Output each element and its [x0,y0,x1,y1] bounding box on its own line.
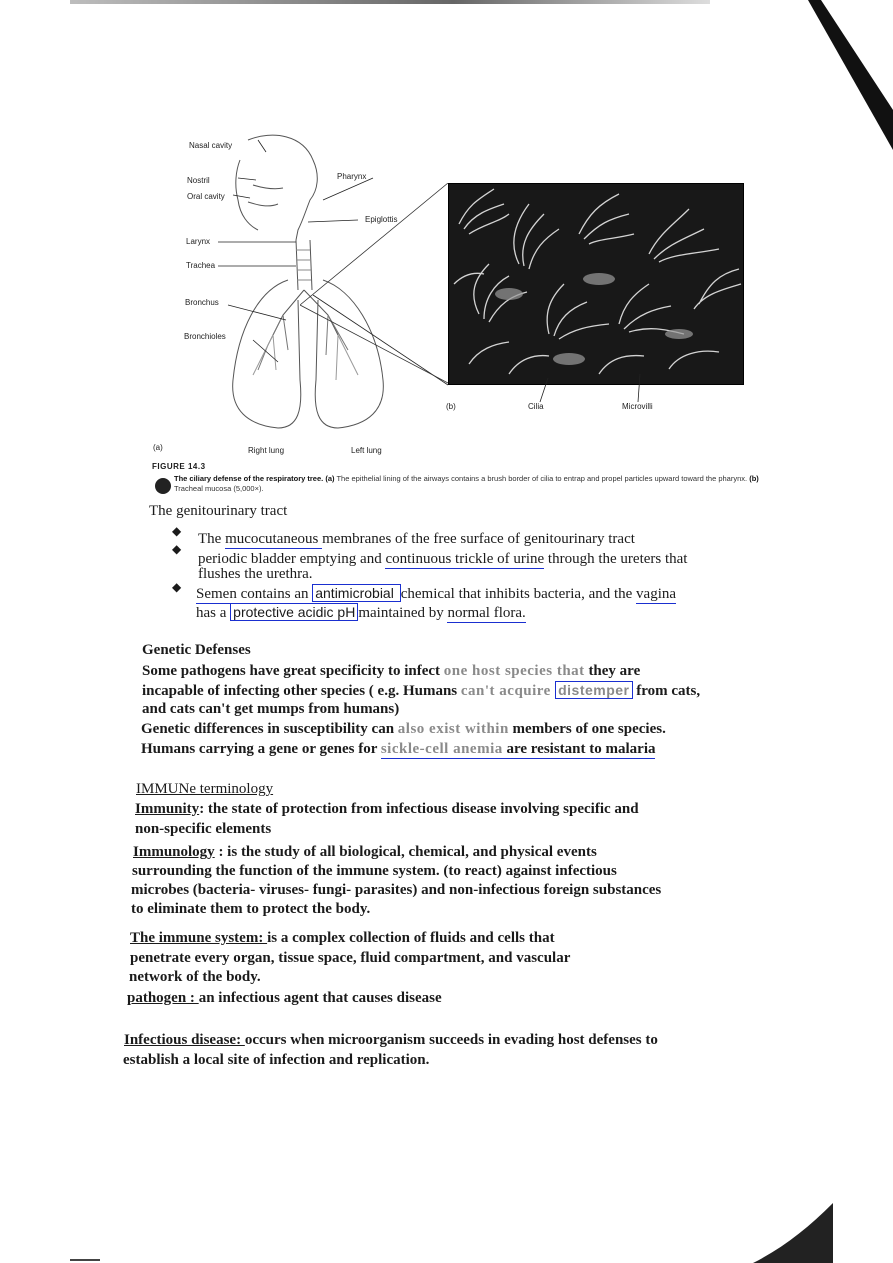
term-immunity: Immunity [135,801,200,817]
genetic-line-2: incapable of infecting other species ( e.g. Humans can't acquire distemper from cats, [142,682,701,699]
term-infectious-disease: Infectious disease: [124,1032,245,1048]
caption-b-label: (b) [749,474,759,483]
genitourinary-bullet-2-cont: flushes the urethra. [198,566,313,582]
scan-corner-bottom-right [753,1203,833,1263]
figure-caption [174,474,764,494]
micrograph-leader-lines [530,370,660,404]
genetic-line-4: Genetic differences in susceptibility can also exist within members of one species. [141,721,666,737]
immunology-definition-3: microbes (bacteria- viruses- fungi- parasites) and non-infectious foreign substances [131,882,662,898]
label-pharynx: Pharynx [337,172,367,181]
zoom-leader-lines [300,183,460,393]
caption-a: The epithelial lining of the airways contains a brush border of cilia to entrap and propel particles upward toward the pharynx. [336,474,748,483]
immunity-definition: Immunity: the state of protection from infectious disease involving specific and [135,801,639,817]
infectious-disease-definition: Infectious disease: occurs when microorganism succeeds in evading host defenses to [124,1032,658,1048]
term-continuous-trickle: continuous trickle of urine [385,551,545,567]
immune-terminology-heading: IMMUNe terminology [136,781,274,797]
immunology-definition-4: to eliminate them to protect the body. [131,901,371,917]
caption-a-label: (a) [325,474,335,483]
immunology-definition: Immunology : is the study of all biological, chemical, and physical events [133,844,597,860]
term-immune-system: The immune system: [130,930,268,946]
bullet-icon: ◆ [172,542,182,556]
immunity-definition-cont: non-specific elements [135,821,272,837]
label-cilia: Cilia [528,402,544,411]
scan-edge-bottom [70,1259,100,1261]
term-mucocutaneous: mucocutaneous [225,531,323,547]
figure-number: FIGURE 14.3 [152,462,206,471]
scan-edge-top [70,0,710,4]
label-left-lung: Left lung [351,446,382,455]
infectious-disease-definition-2: establish a local site of infection and replication. [123,1052,430,1068]
figure-caption-icon [155,478,171,494]
bullet-icon: ◆ [172,580,182,594]
term-sickle-cell: sickle-cell anemia are resistant to malaria [380,741,656,757]
genitourinary-bullet-2: periodic bladder emptying and continuous trickle of urine through the ureters that [198,551,688,567]
label-larynx: Larynx [186,237,211,246]
genitourinary-heading: The genitourinary tract [149,503,288,519]
term-immunology: Immunology [133,844,215,860]
label-panel-b: (b) [446,402,456,411]
box-protective-acidic-ph: protective acidic pH [230,603,358,621]
genitourinary-bullet-3-cont: has a protective acidic pH maintained by normal flora. [196,604,526,621]
label-trachea: Trachea [186,261,216,270]
immune-system-definition-3: network of the body. [129,969,261,985]
genitourinary-bullet-1: The mucocutaneous membranes of the free surface of genitourinary tract [198,531,635,547]
caption-title: The ciliary defense of the respiratory tree. [174,474,324,483]
term-normal-flora: normal flora. [447,605,526,621]
genetic-line-1: Some pathogens have great specificity to infect one host species that they are [142,663,641,679]
label-right-lung: Right lung [248,446,285,455]
term-vagina: vagina [636,586,677,602]
tracheal-mucosa-micrograph [448,183,744,385]
pathogen-definition: pathogen : an infectious agent that causes disease [127,990,442,1006]
bullet-icon: ◆ [172,524,182,538]
label-microvilli: Microvilli [622,402,653,411]
label-nasal-cavity: Nasal cavity [189,141,233,150]
scan-corner-top-right [753,0,893,170]
label-epiglottis: Epiglottis [365,215,398,224]
genetic-defenses-heading: Genetic Defenses [142,642,251,658]
box-distemper: distemper [555,681,632,699]
label-bronchioles: Bronchioles [184,332,226,341]
box-antimicrobial: antimicrobial [312,584,400,602]
caption-b: Tracheal mucosa (5,000×). [174,484,264,493]
genetic-line-3: and cats can't get mumps from humans) [142,701,400,717]
genitourinary-bullet-3: Semen contains an antimicrobial chemical that inhibits bacteria, and the vagina [196,585,677,602]
genetic-line-5: Humans carrying a gene or genes for sickle-cell anemia are resistant to malaria [141,741,656,757]
label-oral-cavity: Oral cavity [187,192,225,201]
term-pathogen: pathogen : [127,990,199,1006]
immune-system-definition-2: penetrate every organ, tissue space, fluid compartment, and vascular [130,950,571,966]
immune-system-definition: The immune system: is a complex collection of fluids and cells that [130,930,555,946]
term-semen: Semen [196,586,241,602]
label-nostril: Nostril [187,176,210,185]
label-panel-a: (a) [153,443,163,452]
immunology-definition-2: surrounding the function of the immune system. (to react) against infectious [132,863,617,879]
label-bronchus: Bronchus [185,298,219,307]
